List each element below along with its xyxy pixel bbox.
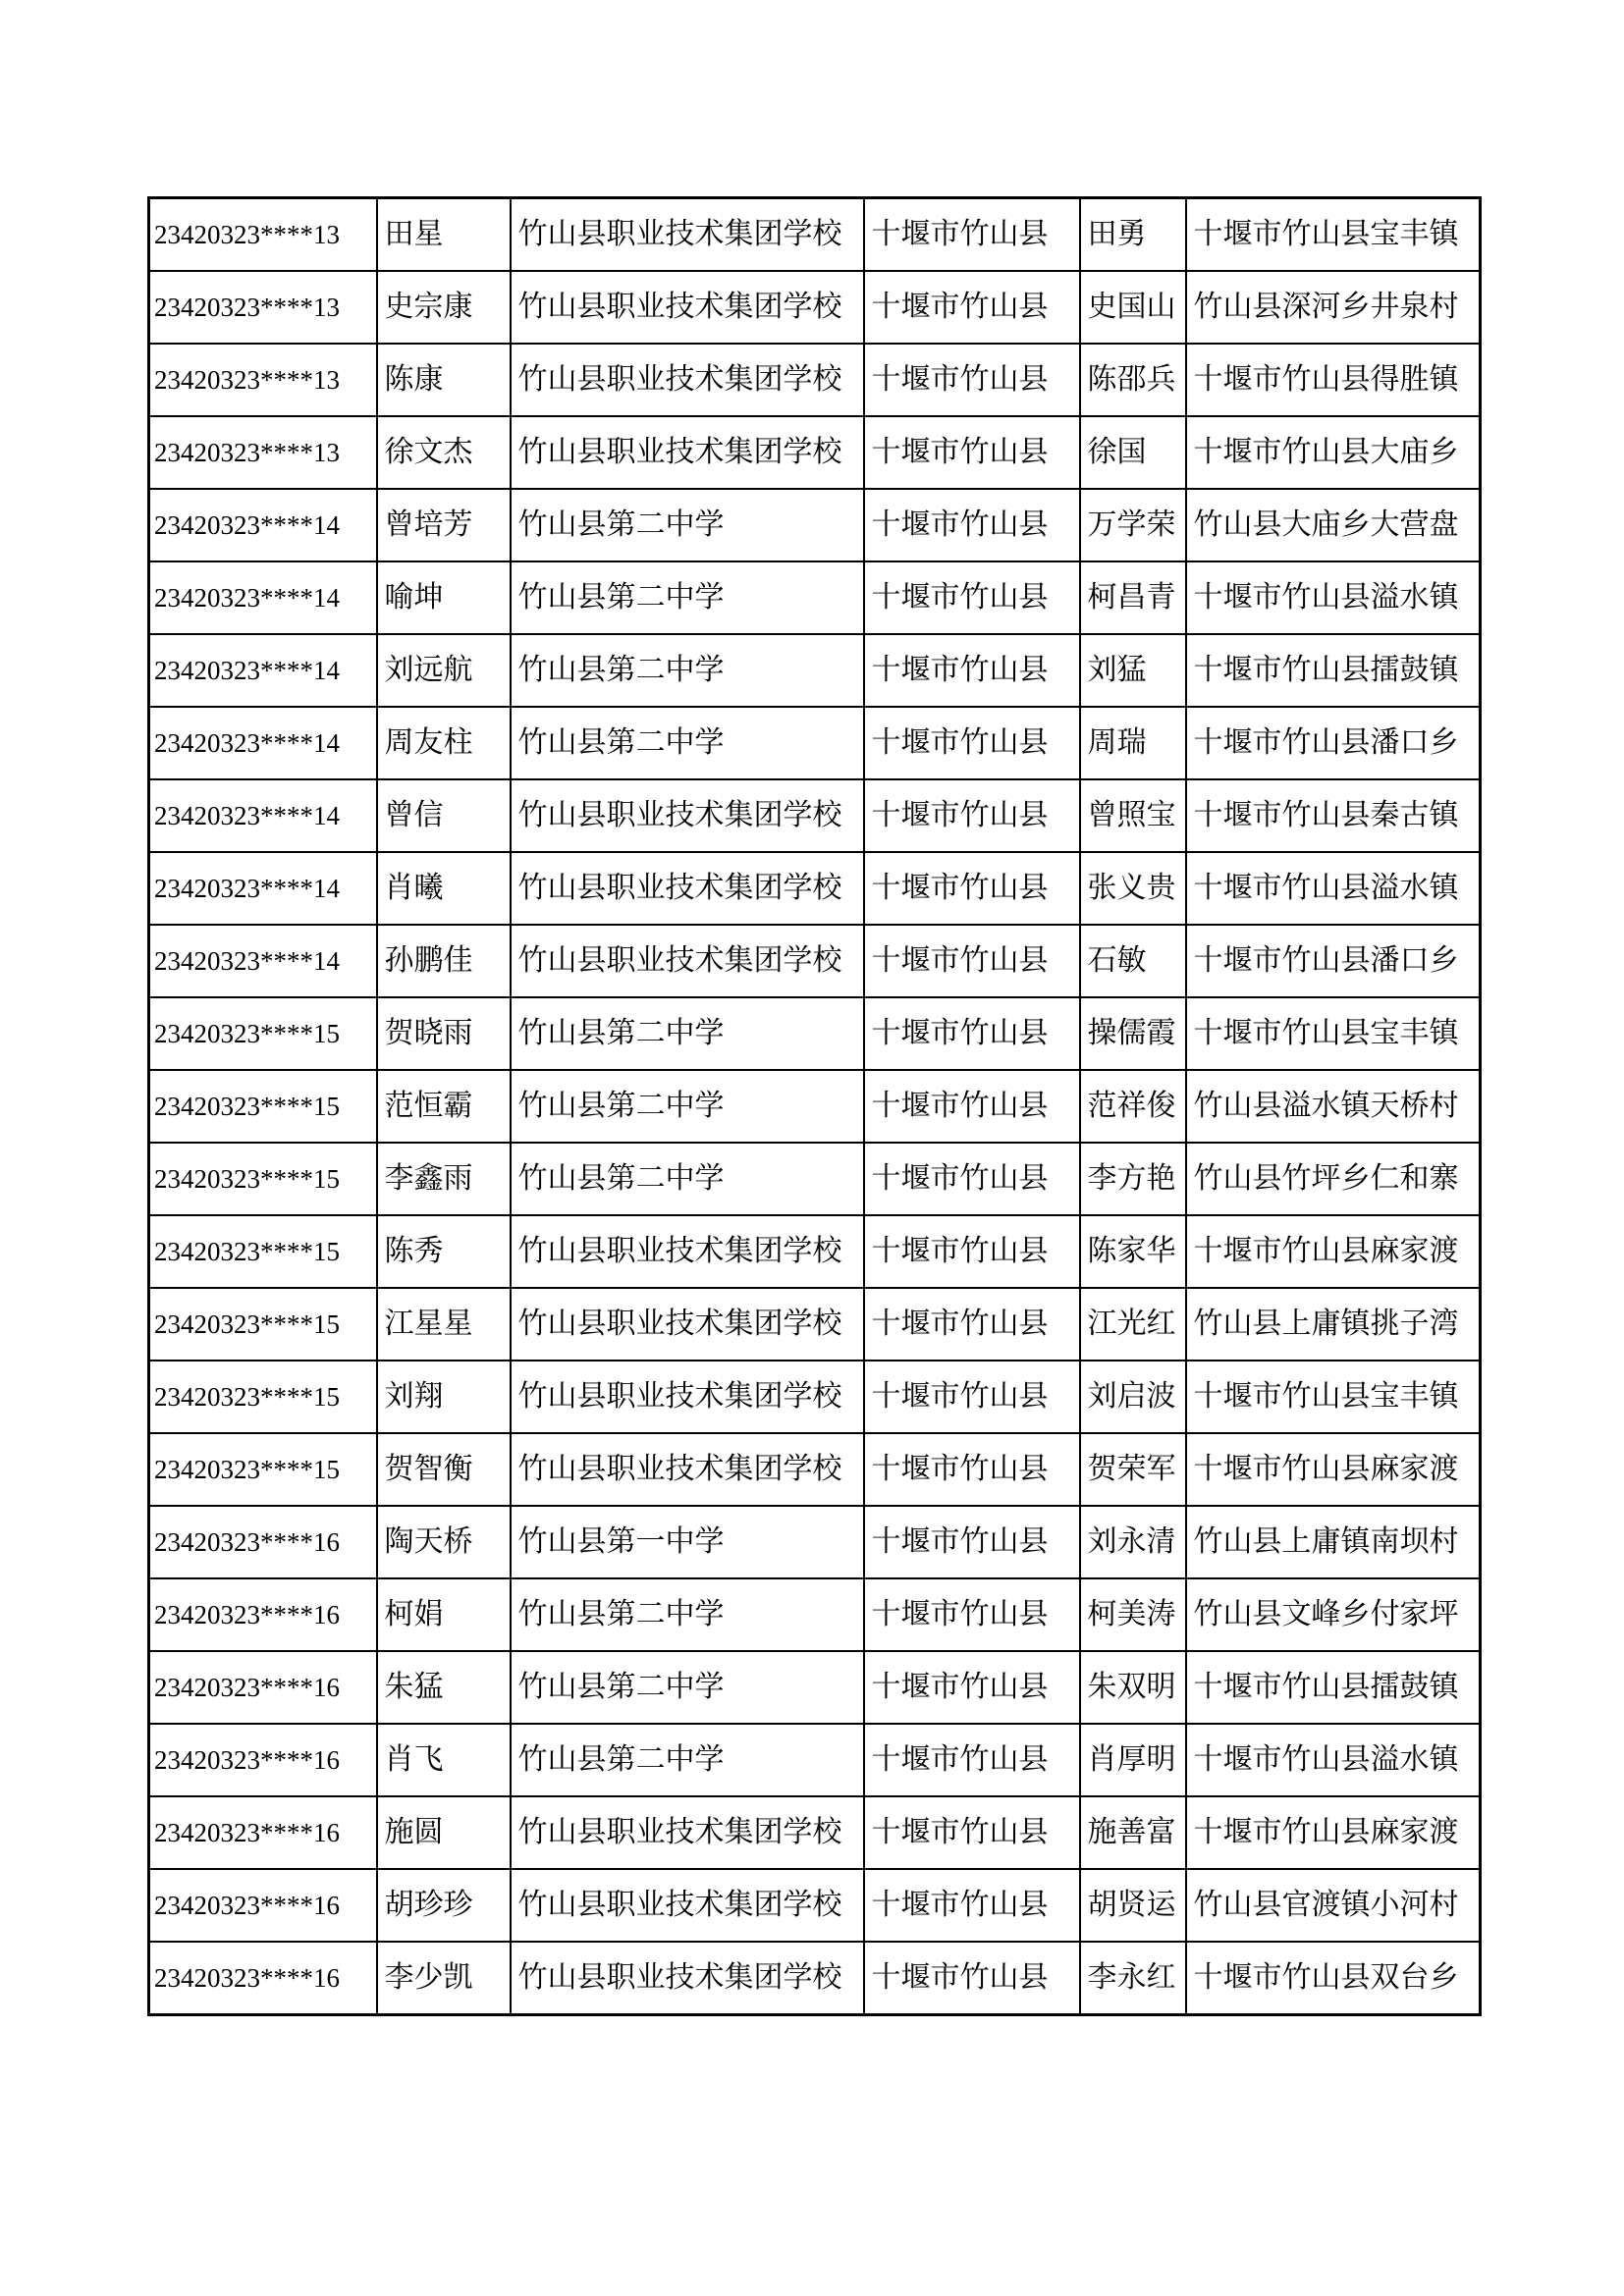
guardian-name-cell: 朱双明 xyxy=(1080,1651,1186,1724)
table-row xyxy=(149,925,1481,997)
address-cell: 十堰市竹山县潘口乡 xyxy=(1186,707,1481,779)
id-number-cell: 23420323****16 xyxy=(149,1724,377,1796)
table-row xyxy=(149,416,1481,489)
id-number-cell: 23420323****16 xyxy=(149,1869,377,1942)
table-row xyxy=(149,344,1481,416)
table-row xyxy=(149,779,1481,852)
school-cell: 竹山县职业技术集团学校 xyxy=(511,779,864,852)
student-name-cell: 肖曦 xyxy=(377,852,511,925)
region-cell: 十堰市竹山县 xyxy=(864,1651,1080,1724)
school-cell: 竹山县职业技术集团学校 xyxy=(511,852,864,925)
student-name-cell: 田星 xyxy=(377,198,511,272)
school-cell: 竹山县职业技术集团学校 xyxy=(511,1869,864,1942)
address-cell: 十堰市竹山县麻家渡 xyxy=(1186,1796,1481,1869)
guardian-name-cell: 柯昌青 xyxy=(1080,561,1186,634)
student-name-cell: 施圆 xyxy=(377,1796,511,1869)
school-cell: 竹山县职业技术集团学校 xyxy=(511,1796,864,1869)
guardian-name-cell: 陈邵兵 xyxy=(1080,344,1186,416)
table-row xyxy=(149,997,1481,1070)
id-number-cell: 23420323****15 xyxy=(149,1070,377,1143)
id-number-cell: 23420323****16 xyxy=(149,1651,377,1724)
table-row xyxy=(149,1942,1481,2015)
student-name-cell: 范恒霸 xyxy=(377,1070,511,1143)
id-number-cell: 23420323****16 xyxy=(149,1942,377,2015)
table-row xyxy=(149,561,1481,634)
guardian-name-cell: 操儒霞 xyxy=(1080,997,1186,1070)
school-cell: 竹山县职业技术集团学校 xyxy=(511,925,864,997)
student-name-cell: 胡珍珍 xyxy=(377,1869,511,1942)
table-row xyxy=(149,1433,1481,1506)
student-name-cell: 曾信 xyxy=(377,779,511,852)
id-number-cell: 23420323****14 xyxy=(149,925,377,997)
guardian-name-cell: 张义贵 xyxy=(1080,852,1186,925)
guardian-name-cell: 江光红 xyxy=(1080,1288,1186,1361)
id-number-cell: 23420323****14 xyxy=(149,779,377,852)
address-cell: 十堰市竹山县宝丰镇 xyxy=(1186,198,1481,272)
school-cell: 竹山县第二中学 xyxy=(511,1578,864,1651)
id-number-cell: 23420323****13 xyxy=(149,416,377,489)
guardian-name-cell: 刘启波 xyxy=(1080,1361,1186,1433)
region-cell: 十堰市竹山县 xyxy=(864,1869,1080,1942)
guardian-name-cell: 万学荣 xyxy=(1080,489,1186,561)
table-row xyxy=(149,198,1481,272)
table-row xyxy=(149,1143,1481,1215)
region-cell: 十堰市竹山县 xyxy=(864,1361,1080,1433)
roster-table xyxy=(147,196,1482,2016)
id-number-cell: 23420323****15 xyxy=(149,1361,377,1433)
school-cell: 竹山县职业技术集团学校 xyxy=(511,1288,864,1361)
id-number-cell: 23420323****15 xyxy=(149,1143,377,1215)
school-cell: 竹山县第二中学 xyxy=(511,489,864,561)
student-name-cell: 陈康 xyxy=(377,344,511,416)
region-cell: 十堰市竹山县 xyxy=(864,1215,1080,1288)
region-cell: 十堰市竹山县 xyxy=(864,1070,1080,1143)
region-cell: 十堰市竹山县 xyxy=(864,561,1080,634)
region-cell: 十堰市竹山县 xyxy=(864,997,1080,1070)
guardian-name-cell: 刘猛 xyxy=(1080,634,1186,707)
table-row xyxy=(149,1288,1481,1361)
school-cell: 竹山县第二中学 xyxy=(511,707,864,779)
address-cell: 竹山县深河乡井泉村 xyxy=(1186,271,1481,344)
id-number-cell: 23420323****13 xyxy=(149,344,377,416)
guardian-name-cell: 胡贤运 xyxy=(1080,1869,1186,1942)
student-name-cell: 柯娟 xyxy=(377,1578,511,1651)
student-name-cell: 曾培芳 xyxy=(377,489,511,561)
table-row xyxy=(149,1796,1481,1869)
school-cell: 竹山县职业技术集团学校 xyxy=(511,416,864,489)
school-cell: 竹山县第二中学 xyxy=(511,997,864,1070)
region-cell: 十堰市竹山县 xyxy=(864,1724,1080,1796)
guardian-name-cell: 李方艳 xyxy=(1080,1143,1186,1215)
id-number-cell: 23420323****15 xyxy=(149,1288,377,1361)
address-cell: 十堰市竹山县麻家渡 xyxy=(1186,1215,1481,1288)
address-cell: 竹山县上庸镇挑子湾 xyxy=(1186,1288,1481,1361)
guardian-name-cell: 柯美涛 xyxy=(1080,1578,1186,1651)
id-number-cell: 23420323****15 xyxy=(149,997,377,1070)
region-cell: 十堰市竹山县 xyxy=(864,1506,1080,1578)
student-name-cell: 贺智衡 xyxy=(377,1433,511,1506)
table-row xyxy=(149,852,1481,925)
region-cell: 十堰市竹山县 xyxy=(864,1143,1080,1215)
id-number-cell: 23420323****13 xyxy=(149,271,377,344)
guardian-name-cell: 肖厚明 xyxy=(1080,1724,1186,1796)
table-row xyxy=(149,1070,1481,1143)
school-cell: 竹山县第二中学 xyxy=(511,1143,864,1215)
table-row xyxy=(149,1578,1481,1651)
address-cell: 十堰市竹山县麻家渡 xyxy=(1186,1433,1481,1506)
guardian-name-cell: 陈家华 xyxy=(1080,1215,1186,1288)
id-number-cell: 23420323****15 xyxy=(149,1215,377,1288)
address-cell: 十堰市竹山县潘口乡 xyxy=(1186,925,1481,997)
address-cell: 十堰市竹山县双台乡 xyxy=(1186,1942,1481,2015)
student-name-cell: 陈秀 xyxy=(377,1215,511,1288)
address-cell: 十堰市竹山县宝丰镇 xyxy=(1186,1361,1481,1433)
address-cell: 十堰市竹山县溢水镇 xyxy=(1186,1724,1481,1796)
table-row xyxy=(149,1724,1481,1796)
school-cell: 竹山县职业技术集团学校 xyxy=(511,198,864,272)
address-cell: 十堰市竹山县擂鼓镇 xyxy=(1186,634,1481,707)
student-name-cell: 李鑫雨 xyxy=(377,1143,511,1215)
region-cell: 十堰市竹山县 xyxy=(864,271,1080,344)
guardian-name-cell: 李永红 xyxy=(1080,1942,1186,2015)
id-number-cell: 23420323****14 xyxy=(149,634,377,707)
id-number-cell: 23420323****14 xyxy=(149,561,377,634)
table-row xyxy=(149,707,1481,779)
guardian-name-cell: 田勇 xyxy=(1080,198,1186,272)
guardian-name-cell: 徐国 xyxy=(1080,416,1186,489)
school-cell: 竹山县职业技术集团学校 xyxy=(511,271,864,344)
student-name-cell: 江星星 xyxy=(377,1288,511,1361)
region-cell: 十堰市竹山县 xyxy=(864,779,1080,852)
region-cell: 十堰市竹山县 xyxy=(864,925,1080,997)
address-cell: 竹山县溢水镇天桥村 xyxy=(1186,1070,1481,1143)
region-cell: 十堰市竹山县 xyxy=(864,1578,1080,1651)
guardian-name-cell: 贺荣军 xyxy=(1080,1433,1186,1506)
region-cell: 十堰市竹山县 xyxy=(864,1796,1080,1869)
region-cell: 十堰市竹山县 xyxy=(864,1433,1080,1506)
student-name-cell: 孙鹏佳 xyxy=(377,925,511,997)
school-cell: 竹山县第二中学 xyxy=(511,1070,864,1143)
id-number-cell: 23420323****15 xyxy=(149,1433,377,1506)
school-cell: 竹山县第二中学 xyxy=(511,634,864,707)
region-cell: 十堰市竹山县 xyxy=(864,489,1080,561)
region-cell: 十堰市竹山县 xyxy=(864,1942,1080,2015)
student-name-cell: 周友柱 xyxy=(377,707,511,779)
region-cell: 十堰市竹山县 xyxy=(864,416,1080,489)
student-name-cell: 刘翔 xyxy=(377,1361,511,1433)
address-cell: 十堰市竹山县宝丰镇 xyxy=(1186,997,1481,1070)
student-name-cell: 徐文杰 xyxy=(377,416,511,489)
school-cell: 竹山县职业技术集团学校 xyxy=(511,1361,864,1433)
id-number-cell: 23420323****13 xyxy=(149,198,377,272)
school-cell: 竹山县职业技术集团学校 xyxy=(511,1942,864,2015)
table-row xyxy=(149,1215,1481,1288)
address-cell: 十堰市竹山县秦古镇 xyxy=(1186,779,1481,852)
school-cell: 竹山县职业技术集团学校 xyxy=(511,344,864,416)
address-cell: 十堰市竹山县溢水镇 xyxy=(1186,852,1481,925)
region-cell: 十堰市竹山县 xyxy=(864,707,1080,779)
roster-table-body xyxy=(149,198,1481,2015)
guardian-name-cell: 施善富 xyxy=(1080,1796,1186,1869)
region-cell: 十堰市竹山县 xyxy=(864,852,1080,925)
table-row xyxy=(149,1506,1481,1578)
address-cell: 十堰市竹山县擂鼓镇 xyxy=(1186,1651,1481,1724)
id-number-cell: 23420323****14 xyxy=(149,489,377,561)
guardian-name-cell: 刘永清 xyxy=(1080,1506,1186,1578)
table-row xyxy=(149,1651,1481,1724)
student-name-cell: 朱猛 xyxy=(377,1651,511,1724)
id-number-cell: 23420323****16 xyxy=(149,1796,377,1869)
address-cell: 竹山县大庙乡大营盘 xyxy=(1186,489,1481,561)
guardian-name-cell: 范祥俊 xyxy=(1080,1070,1186,1143)
school-cell: 竹山县第二中学 xyxy=(511,1651,864,1724)
address-cell: 竹山县文峰乡付家坪 xyxy=(1186,1578,1481,1651)
guardian-name-cell: 石敏 xyxy=(1080,925,1186,997)
id-number-cell: 23420323****16 xyxy=(149,1578,377,1651)
region-cell: 十堰市竹山县 xyxy=(864,344,1080,416)
student-name-cell: 贺晓雨 xyxy=(377,997,511,1070)
address-cell: 竹山县竹坪乡仁和寨 xyxy=(1186,1143,1481,1215)
address-cell: 竹山县官渡镇小河村 xyxy=(1186,1869,1481,1942)
region-cell: 十堰市竹山县 xyxy=(864,198,1080,272)
address-cell: 十堰市竹山县得胜镇 xyxy=(1186,344,1481,416)
student-name-cell: 喻坤 xyxy=(377,561,511,634)
table-row xyxy=(149,634,1481,707)
student-name-cell: 肖飞 xyxy=(377,1724,511,1796)
student-name-cell: 史宗康 xyxy=(377,271,511,344)
region-cell: 十堰市竹山县 xyxy=(864,634,1080,707)
student-name-cell: 陶天桥 xyxy=(377,1506,511,1578)
guardian-name-cell: 史国山 xyxy=(1080,271,1186,344)
school-cell: 竹山县第二中学 xyxy=(511,561,864,634)
student-name-cell: 李少凯 xyxy=(377,1942,511,2015)
address-cell: 竹山县上庸镇南坝村 xyxy=(1186,1506,1481,1578)
table-row xyxy=(149,489,1481,561)
address-cell: 十堰市竹山县溢水镇 xyxy=(1186,561,1481,634)
school-cell: 竹山县职业技术集团学校 xyxy=(511,1215,864,1288)
id-number-cell: 23420323****16 xyxy=(149,1506,377,1578)
table-row xyxy=(149,1869,1481,1942)
table-row xyxy=(149,271,1481,344)
school-cell: 竹山县第一中学 xyxy=(511,1506,864,1578)
id-number-cell: 23420323****14 xyxy=(149,707,377,779)
guardian-name-cell: 曾照宝 xyxy=(1080,779,1186,852)
school-cell: 竹山县职业技术集团学校 xyxy=(511,1433,864,1506)
student-name-cell: 刘远航 xyxy=(377,634,511,707)
address-cell: 十堰市竹山县大庙乡 xyxy=(1186,416,1481,489)
school-cell: 竹山县第二中学 xyxy=(511,1724,864,1796)
guardian-name-cell: 周瑞 xyxy=(1080,707,1186,779)
id-number-cell: 23420323****14 xyxy=(149,852,377,925)
region-cell: 十堰市竹山县 xyxy=(864,1288,1080,1361)
table-row xyxy=(149,1361,1481,1433)
